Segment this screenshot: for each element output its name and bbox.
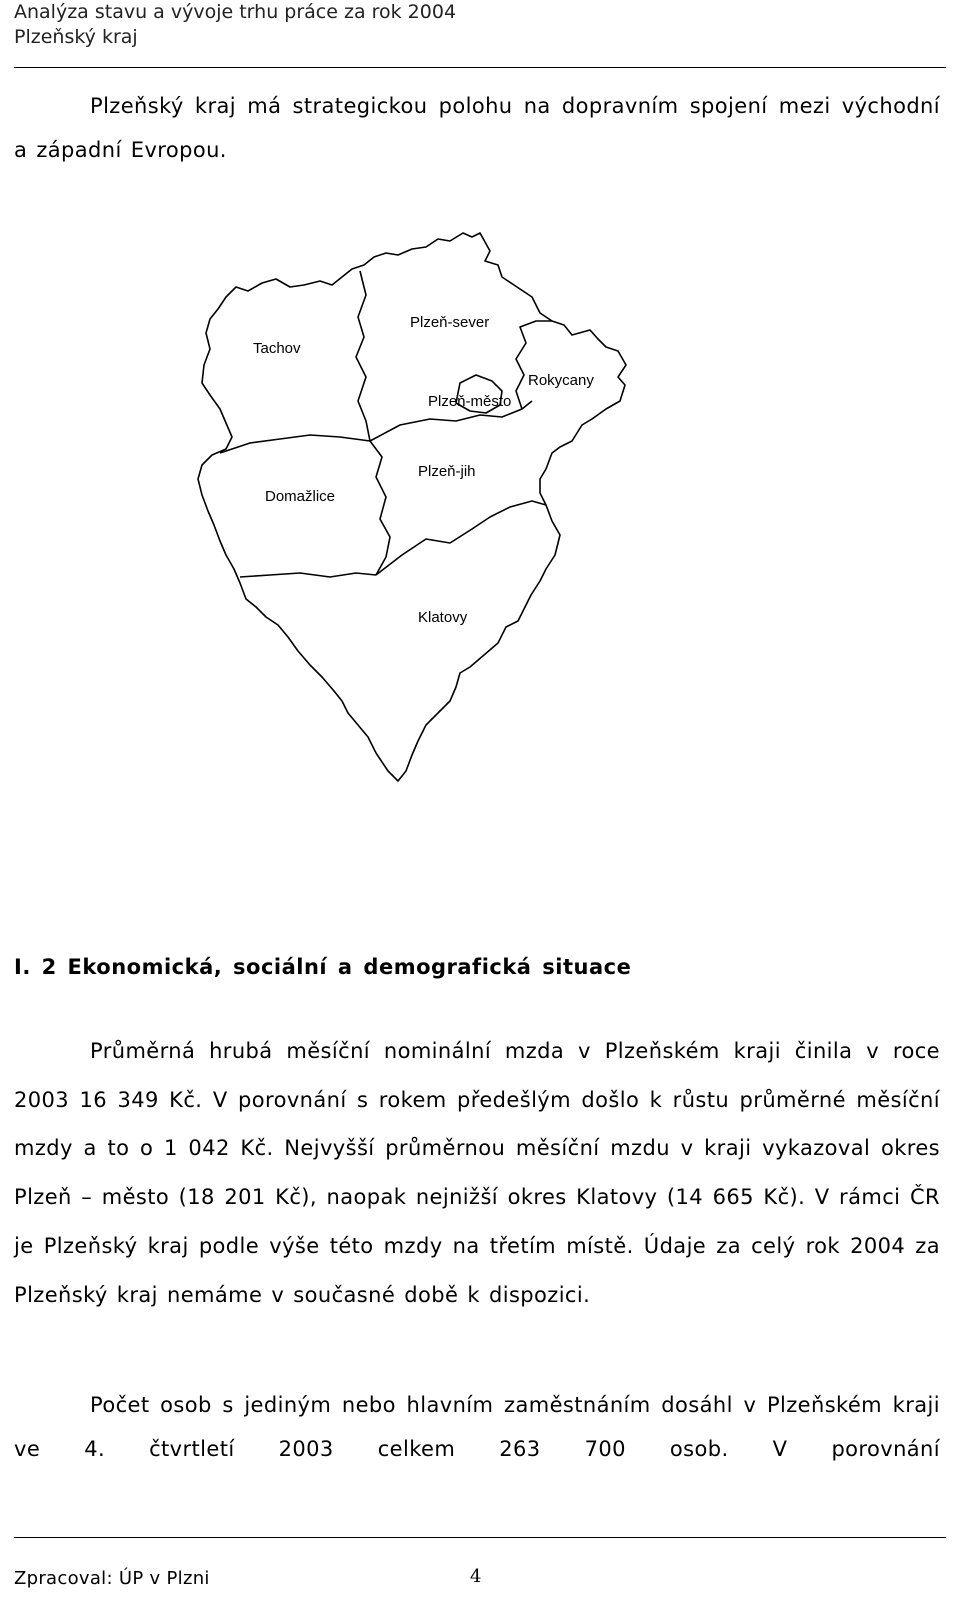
label-plzen-mesto: Plzeň-město [428, 393, 512, 410]
wage-paragraph: Průměrná hrubá měsíční nominální mzda v Plzeňském kraji činila v roce 2003 16 349 Kč. V porovnání s rokem předešlým došlo k růstu průměrné měsíční mzdy a to o 1 042 Kč. Nejvyšší průměrnou měsíční mzdu v kraji vykazoval okres Plzeň – město (18 201 Kč), naopak nejnižší okres Klatovy (14 665 Kč). V rámci ČR je Plzeňský kraj podle výše této mzdy na třetím místě. Údaje za celý rok 2004 za Plzeňský kraj nemáme v současné době k dispozici. [14, 1039, 940, 1307]
label-klatovy: Klatovy [418, 609, 468, 626]
label-domazlice: Domažlice [265, 488, 336, 505]
footer-author: Zpracoval: ÚP v Plzni [14, 1568, 210, 1589]
employment-paragraph: Počet osob s jediným nebo hlavním zaměstnáním dosáhl v Plzeňském kraji ve 4. čtvrtletí 2003 celkem 263 700 osob. V porovnání [14, 1393, 940, 1461]
footer-divider [14, 1537, 946, 1538]
label-plzen-jih: Plzeň-jih [418, 463, 476, 480]
region-map [180, 225, 780, 795]
intro-paragraph: Plzeňský kraj má strategickou polohu na dopravním spojení mezi východní a západní Evropou. [14, 94, 940, 162]
label-plzen-sever: Plzeň-sever [410, 314, 490, 331]
page-number: 4 [470, 1566, 482, 1587]
label-rokycany: Rokycany [528, 372, 594, 389]
header-title: Analýza stavu a vývoje trhu práce za rok 2004 [14, 1, 457, 23]
header-region: Plzeňský kraj [14, 26, 138, 48]
label-tachov: Tachov [253, 340, 301, 357]
section-heading: I. 2 Ekonomická, sociální a demografická situace [14, 955, 632, 979]
header-divider [14, 67, 946, 68]
page-header [14, 0, 456, 50]
